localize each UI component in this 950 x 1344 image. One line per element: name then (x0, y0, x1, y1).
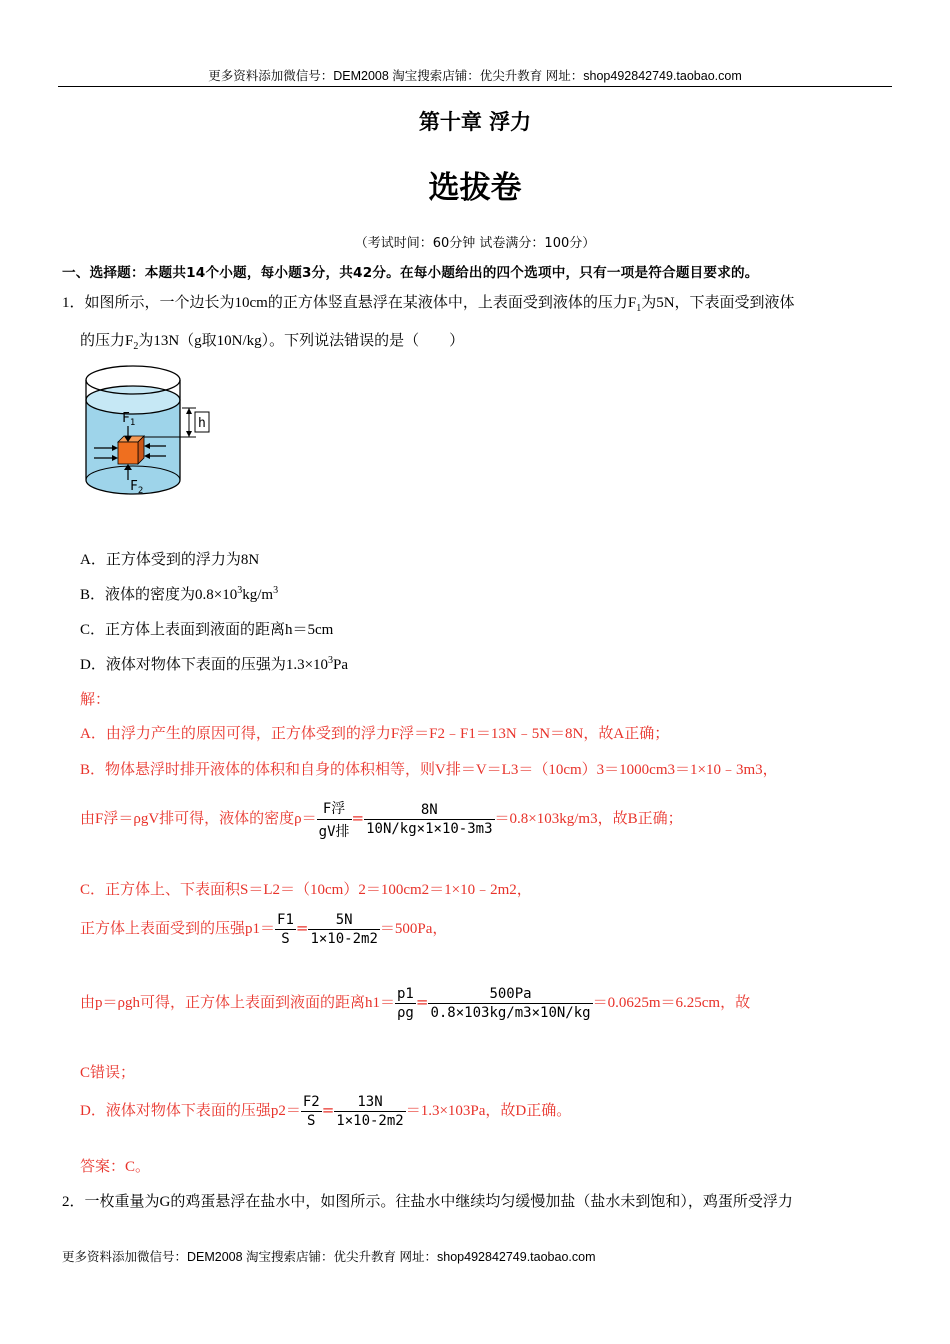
solution-b-volume: B．物体悬浮时排开液体的体积和自身的体积相等，则V排＝V＝L3＝（10cm）3＝1000cm3＝1×10﹣3m3， (80, 762, 778, 778)
fraction: $\frac{F1}{S}$ (277, 912, 294, 947)
solution-label: 解： (80, 692, 111, 708)
header-divider (58, 86, 892, 87)
cube (118, 442, 138, 464)
fraction: $\frac{\text{F浮}}{\text{gV排}}$ (318, 801, 350, 840)
fraction: $\frac{p1}{\rho g}$ (397, 986, 414, 1021)
question-number: 1． (62, 295, 85, 311)
solution-c-depth: 由p＝ρgh可得，正方体上表面到液面的距离h1＝ $\frac{p1}{\rho g}$ = $\frac{500Pa}{0.8\times 103kg/m3\times 10N/kg}$ ＝0.0625m＝6.25cm，故 (80, 986, 751, 1021)
question-1-stem-line1: 1．如图所示，一个边长为10cm的正方体竖直悬浮在某液体中，上表面受到液体的压力$F_1$为5N，下表面受到液体 (62, 295, 795, 314)
option-a: A．正方体受到的浮力为8N (80, 552, 260, 568)
fraction: $\frac{F2}{S}$ (302, 1094, 320, 1129)
f1-label: $F_1$ (122, 411, 136, 428)
f2-label: $F_2$ (130, 479, 144, 496)
h-label: h (198, 416, 206, 431)
exam-time-info: （考试时间：60分钟 试卷满分：100分） (354, 236, 596, 251)
solution-d: D．液体对物体下表面的压强p2＝ $\frac{F2}{S}$ = $\frac{13N}{1\times 10-2m2}$ ＝1.3×103Pa，故D正确。 (80, 1094, 572, 1129)
solution-b-density: 由F浮＝ρgV排可得，液体的密度ρ＝ $\frac{\text{F浮}}{\text{gV排}}$ = $\frac{8N}{10N/kg\times 1\times 10-3m3}$ ＝0.8×103kg/m3，故B正确； (80, 798, 683, 841)
page-header: 更多资料添加微信号：DEM2008 淘宝搜索店铺：优尖升教育 网址：shop492842749.taobao.com (208, 69, 742, 83)
solution-c-conclusion: C错误； (80, 1065, 136, 1081)
paper-subtitle: 选拔卷 (428, 170, 522, 206)
chapter-title: 第十章 浮力 (418, 110, 532, 134)
solution-a: A．由浮力产生的原因可得，正方体受到的浮力F浮＝F2﹣F1＝13N﹣5N＝8N，故A正确； (80, 726, 670, 742)
cube-in-liquid-figure (78, 360, 228, 520)
page-footer: 更多资料添加微信号：DEM2008 淘宝搜索店铺：优尖升教育 网址：shop492842749.taobao.com (62, 1250, 596, 1264)
option-d: D．液体对物体下表面的压强为$1.3\times 10^3Pa$ (80, 655, 349, 673)
answer: 答案：C。 (80, 1159, 151, 1175)
fraction: $\frac{8N}{10N/kg\times 1\times 10-3m3}$ (366, 802, 493, 837)
fraction: $\frac{500Pa}{0.8\times 103kg/m3\times 10N/kg}$ (430, 986, 591, 1021)
question-1-stem-line2: 的压力$F_2$为13N（g取10N/kg）。下列说法错误的是（ ） (80, 333, 465, 352)
fraction: $\frac{5N}{1\times 10-2m2}$ (310, 912, 378, 947)
solution-c-pressure: 正方体上表面受到的压强p1＝ $\frac{F1}{S}$ = $\frac{5N}{1\times 10-2m2}$ ＝500Pa， (80, 912, 448, 947)
fraction: $\frac{13N}{1\times 10-2m2}$ (336, 1094, 404, 1129)
option-c: C．正方体上表面到液面的距离h＝5cm (80, 622, 334, 638)
option-b: B．液体的密度为$0.8\times 10^3kg/m^3$ (80, 585, 279, 603)
question-2-stem: 2．一枚重量为G的鸡蛋悬浮在盐水中，如图所示。往盐水中继续均匀缓慢加盐（盐水未到饱和），鸡蛋所受浮力 (62, 1194, 793, 1210)
solution-c-area: C．正方体上、下表面积S＝L2＝（10cm）2＝100cm2＝1×10﹣2m2， (80, 882, 532, 898)
section-heading: 一、选择题：本题共14个小题，每小题3分，共42分。在每小题给出的四个选项中，只有一项是符合题目要求的。 (62, 265, 759, 281)
